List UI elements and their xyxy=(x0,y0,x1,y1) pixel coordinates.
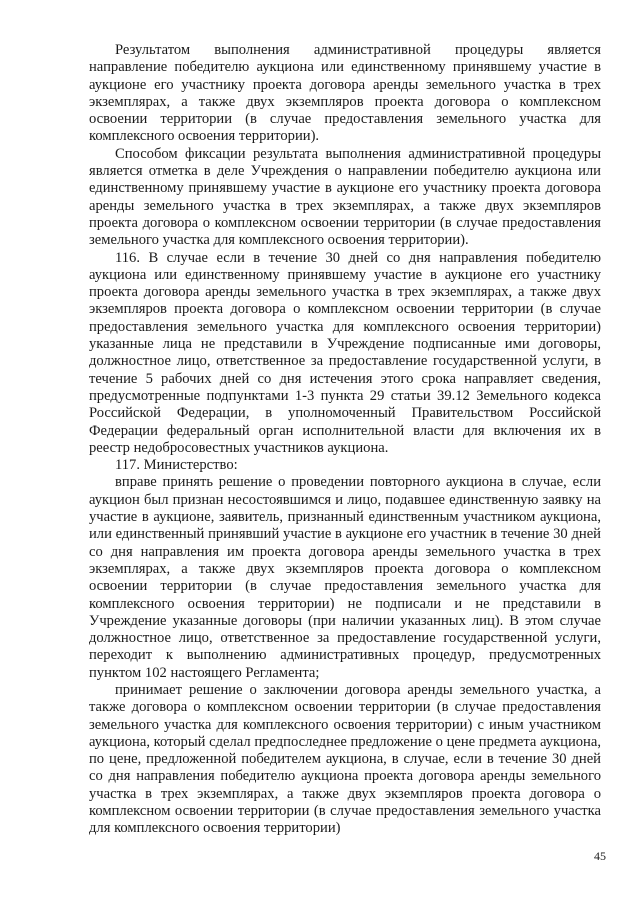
document-page xyxy=(89,42,601,838)
paragraph-117-contract-decision: принимает решение о заключении договора аренды земельного участка, а также договора о комплексном освоении территории (в случае предоставления земельного участка для комплексного освоения территории) с иным участником аукциона, который сделал предпоследнее предложение о цене предмета аукциона, по цене, предложенной победителем аукциона, в случае, если в течение 30 дней со дня направления победителю аукциона проекта договора аренды земельного участка в трех экземплярах, а также двух экземпляров проекта договора о комплексном освоении территории (в случае предоставления земельного участка для комплексного освоения территории) xyxy=(89,681,601,837)
paragraph-117-repeat-auction: вправе принять решение о проведении повторного аукциона в случае, если аукцион был признан несостоявшимся и лицо, подавшее единственную заявку на участие в аукционе, заявитель, признанный единственным участником аукциона, или единственный принявший участие в аукционе его участник в течение 30 дней со дня направления им проекта договора аренды земельного участка в трех экземплярах, а также двух экземпляров проекта договора о комплексном освоении территории (в случае предоставления земельного участка для комплексного освоения территории) не подписали и не представили в Учреждение указанные договоры (при наличии указанных лиц). В этом случае должностное лицо, ответственное за предоставление государственной услуги, переходит к выполнению административных процедур, предусмотренных пунктом 102 настоящего Регламента; xyxy=(89,474,601,681)
page-number: 45 xyxy=(594,849,606,863)
paragraph-116: 116. В случае если в течение 30 дней со дня направления победителю аукциона или единственному принявшему участие в аукционе его участнику проекта договора аренды земельного участка в трех экземплярах, а также двух экземпляров проекта договора о комплексном освоении территории (в случае предоставления земельного участка для комплексного освоения территории) указанные лица не представили в Учреждение подписанные ими договоры, должностное лицо, ответственное за предоставление государственной услуги, в течение 5 рабочих дней со дня истечения этого срока направляет сведения, предусмотренные подпунктами 1-3 пункта 29 статьи 39.12 Земельного кодекса Российской Федерации, в уполномоченный Правительством Российской Федерации федеральный орган исполнительной власти для включения их в реестр недобросовестных участников аукциона. xyxy=(89,249,601,456)
paragraph-117-heading: 117. Министерство: xyxy=(115,457,238,474)
paragraph-result: Результатом выполнения административной процедуры является направление победителю аукциона или единственному принявшему участие в аукционе его участнику проекта договора аренды земельного участка в трех экземплярах, а также двух экземпляров проекта договора о комплексном освоении территории (в случае предоставления земельного участка для комплексного освоения территории). xyxy=(89,42,601,145)
paragraph-fixation-method: Способом фиксации результата выполнения административной процедуры является отметка в деле Учреждения о направлении победителю аукциона или единственному принявшему участие в аукционе его участнику проекта договора аренды земельного участка в трех экземплярах, а также двух экземпляров проекта договора о комплексном освоении территории (в случае предоставления земельного участка для комплексного освоения территории). xyxy=(89,145,601,249)
